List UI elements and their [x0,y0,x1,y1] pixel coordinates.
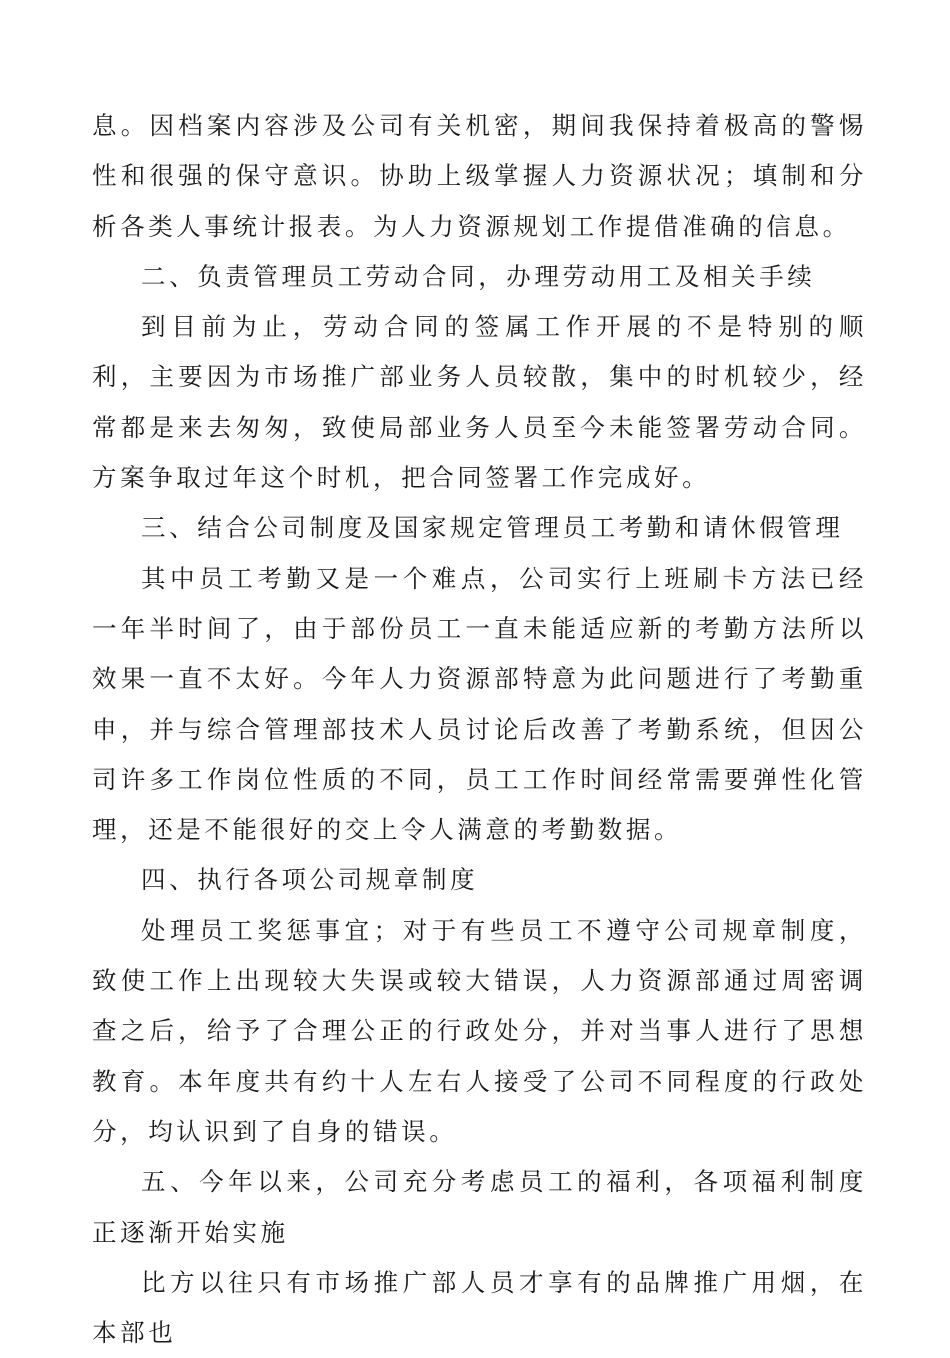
paragraph-labor-contracts: 到目前为止，劳动合同的签属工作开展的不是特别的顺利，主要因为市场推广部业务人员较散，集中的时机较少，经常都是来去匆匆，致使局部业务人员至今未能签署劳动合同。方案争取过年这个时机，把合同签署工作完成好。 [92,312,867,493]
paragraph-continuation: 息。因档案内容涉及公司有关机密，期间我保持着极高的警惕性和很强的保守意识。协助上级掌握人力资源状况；填制和分析各类人事统计报表。为人力资源规划工作提借准确的信息。 [92,111,867,241]
section-heading-labor-contracts: 二、负责管理员工劳动合同，办理劳动用工及相关手续 [141,261,816,291]
paragraph-welfare: 比方以往只有市场推广部人员才享有的品牌推广用烟，在本部也 [92,1267,867,1348]
section-heading-regulations: 四、执行各项公司规章制度 [141,865,479,895]
document-page [92,101,867,1358]
section-heading-welfare: 五、今年以来，公司充分考虑员工的福利，各项福利制度正逐渐开始实施 [92,1167,867,1247]
paragraph-regulations: 处理员工奖惩事宜；对于有些员工不遵守公司规章制度，致使工作上出现较大失误或较大错误，人力资源部通过周密调查之后，给予了合理公正的行政处分，并对当事人进行了思想教育。本年度共有约十人左右人接受了公司不同程度的行政处分，均认识到了自身的错误。 [92,915,867,1146]
paragraph-attendance: 其中员工考勤又是一个难点，公司实行上班刷卡方法已经一年半时间了，由于部份员工一直未能适应新的考勤方法所以效果一直不太好。今年人力资源部特意为此问题进行了考勤重申，并与综合管理部技术人员讨论后改善了考勤系统，但因公司许多工作岗位性质的不同，员工工作时间经常需要弹性化管理，还是不能很好的交上令人满意的考勤数据。 [92,563,867,845]
section-heading-attendance: 三、结合公司制度及国家规定管理员工考勤和请休假管理 [141,513,844,543]
